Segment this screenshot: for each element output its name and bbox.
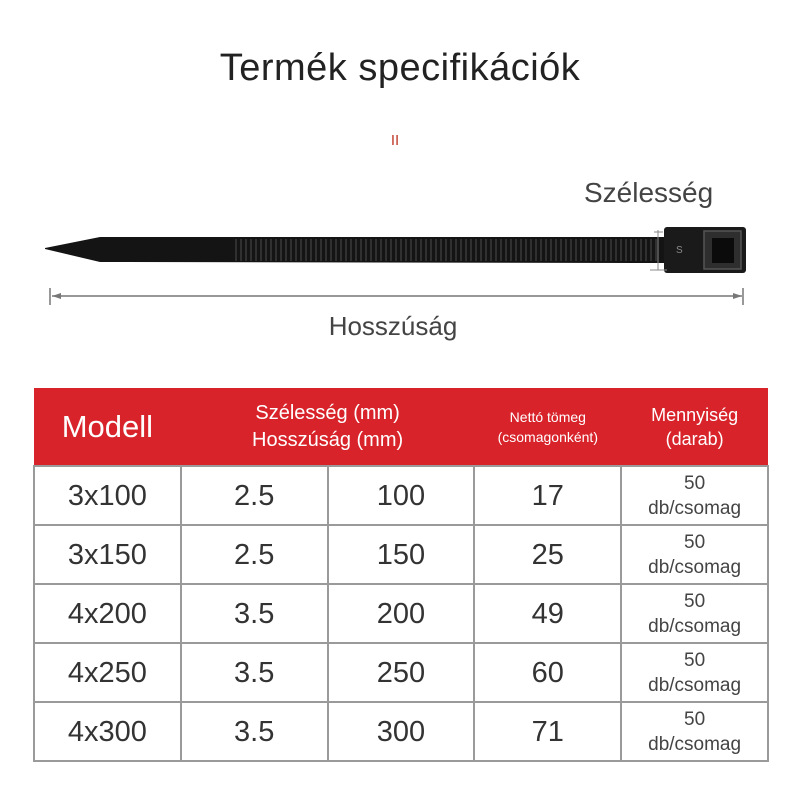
table-row <box>34 584 768 643</box>
width-label: Szélesség <box>584 177 714 208</box>
cell-weight: 49 <box>474 584 621 643</box>
cell-width: 3.5 <box>181 584 328 643</box>
cell-quantity <box>621 702 768 761</box>
cell-quantity-value: 50 <box>684 531 706 553</box>
cable-tie-head-mark: S <box>676 245 683 256</box>
header-quantity <box>621 388 768 466</box>
cell-weight: 17 <box>474 466 621 525</box>
cell-model: 4x250 <box>34 643 181 702</box>
cell-width: 2.5 <box>181 525 328 584</box>
table-row <box>34 702 768 761</box>
cable-tie-head-slot <box>712 238 734 263</box>
header-weight-line1: Nettó tömeg <box>509 408 586 425</box>
table-header-row <box>34 388 768 466</box>
cell-length: 250 <box>328 643 475 702</box>
cell-quantity-unit: db/csomag <box>648 497 742 519</box>
cell-model: 4x300 <box>34 702 181 761</box>
table-row <box>34 466 768 525</box>
cell-weight: 25 <box>474 525 621 584</box>
cable-tie-illustration <box>0 215 800 315</box>
cell-width: 3.5 <box>181 702 328 761</box>
length-arrow-right <box>733 293 742 299</box>
header-weight-line2: (csomagonként) <box>497 428 598 445</box>
table-row <box>34 525 768 584</box>
cell-model: 3x150 <box>34 525 181 584</box>
page-title: Termék specifikációk <box>219 47 581 89</box>
cell-length: 150 <box>328 525 475 584</box>
cell-weight: 60 <box>474 643 621 702</box>
cell-quantity <box>621 525 768 584</box>
cell-quantity-value: 50 <box>684 649 706 671</box>
cable-tie-serrations <box>235 239 660 261</box>
cell-weight: 71 <box>474 702 621 761</box>
cell-model: 4x200 <box>34 584 181 643</box>
length-arrow-left <box>52 293 61 299</box>
cell-quantity <box>621 643 768 702</box>
cell-width: 3.5 <box>181 643 328 702</box>
cell-model: 3x100 <box>34 466 181 525</box>
cell-length: 200 <box>328 584 475 643</box>
cell-quantity-unit: db/csomag <box>648 674 742 696</box>
cell-length: 300 <box>328 702 475 761</box>
cell-width: 2.5 <box>181 466 328 525</box>
cell-quantity <box>621 466 768 525</box>
length-label: Hosszúság <box>328 311 458 341</box>
cell-quantity-unit: db/csomag <box>648 733 742 755</box>
table-row <box>34 643 768 702</box>
header-size-width: Szélesség (mm) <box>255 401 400 424</box>
header-quantity-line2: (darab) <box>665 428 724 449</box>
cell-quantity-unit: db/csomag <box>648 615 742 637</box>
red-marker: II <box>390 132 400 149</box>
cell-length: 100 <box>328 466 475 525</box>
cell-quantity-unit: db/csomag <box>648 556 742 578</box>
header-quantity-line1: Mennyiség <box>651 404 739 425</box>
cell-quantity-value: 50 <box>684 708 706 730</box>
cell-quantity-value: 50 <box>684 472 706 494</box>
header-weight <box>474 388 621 466</box>
cell-quantity <box>621 584 768 643</box>
spec-table <box>33 388 769 762</box>
header-size-length: Hosszúság (mm) <box>252 428 404 451</box>
header-size <box>181 388 475 466</box>
header-model: Modell <box>34 388 181 466</box>
cell-quantity-value: 50 <box>684 590 706 612</box>
